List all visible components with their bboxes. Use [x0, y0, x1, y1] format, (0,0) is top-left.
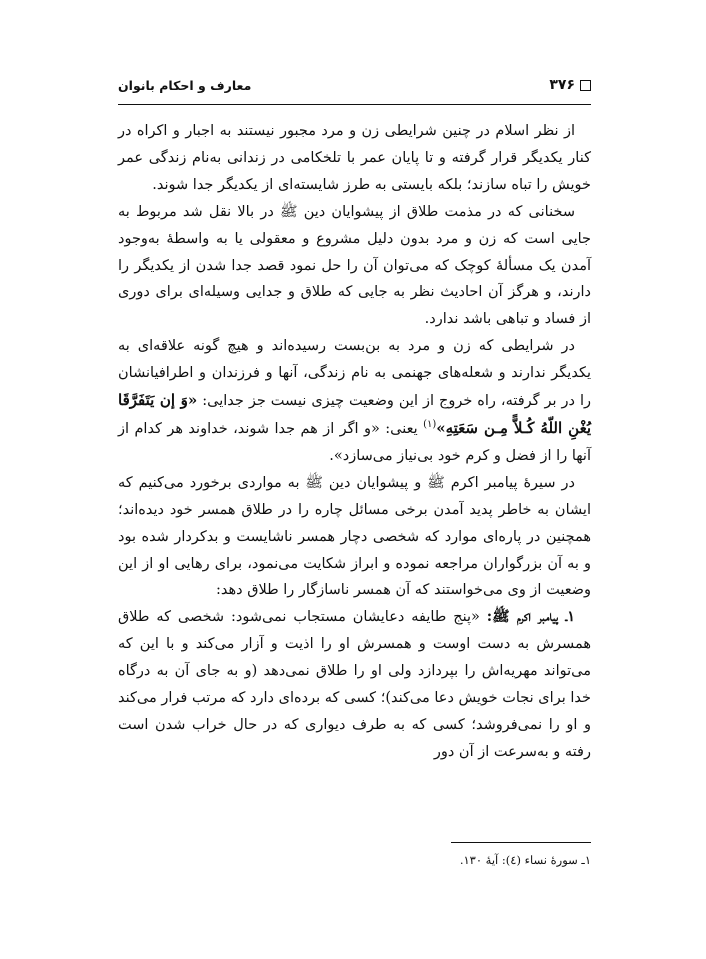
paragraph-4: در سیرهٔ پیامبر اکرم ﷺ و پیشوایان دین ﷺ به مواردی برخورد می‌کنیم که ایشان به خاطر پدید آمدن برخی مسائل چاره را در طلاق همسر خود دیده‌اند؛ همچنین در پاره‌ای موارد که شخصی دچار همسر ناشایست و بدکردار شده بود و به آن بزرگواران مراجعه نموده و ابراز شکایت می‌نمود، برای رهایی او از این وضعیت از وی می‌خواستند که آن همسر ناسازگار را طلاق دهد:: [118, 474, 591, 599]
paragraph-2: سخنانی که در مذمت طلاق از پیشوایان دین ﷺ در بالا نقل شد مربوط به جایی است که زن و مرد بدون دلیل مشروع و معقولی یا به واسطهٔ به‌وجود آمدن یک مسألهٔ کوچک که می‌توان آن را حل نمود قصد جدا شدن از یکدیگر را دارند، و هرگز آن احادیث نظر به جایی که طلاق و جدایی وسیله‌ای برای دوری از فساد و تباهی باشد ندارد.: [118, 203, 591, 328]
page-header: [118, 77, 591, 101]
hadith-label: ۱ـ پیامبر اکرم ﷺ:: [486, 608, 576, 626]
running-title: معارف و احکام بانوان: [118, 78, 252, 93]
footnote-rule: [451, 842, 591, 843]
header-rule: [118, 104, 591, 105]
footnote: ۱ـ سورهٔ نساء (٤): آیهٔ ۱۳۰.: [459, 853, 591, 867]
quran-verse: «وَ إن یَتَفَرَّقَا یُغْنِ اللّهُ کُـلاًّ مِـن سَعَتِهِ»: [118, 391, 592, 437]
square-bullet-icon: [580, 80, 591, 91]
paragraph-3-intro: در شرایطی که زن و مرد به بن‌بست رسیده‌اند و هیچ گونه علاقه‌ای به یکدیگر ندارند و شعله‌های جهنمی به نام زندگی، آنها و فرزندان و اطرافیانشان را در بر گرفته، راه خروج از این وضعیت چیزی نیست جز جدایی:: [118, 338, 592, 410]
body-text: [118, 118, 591, 766]
footnote-reference: (۱): [423, 419, 437, 431]
page-number: ۳۷۶: [549, 77, 575, 93]
paragraph-1: از نظر اسلام در چنین شرایطی زن و مرد مجبور نیستند به اجبار و اکراه در کنار یکدیگر قرار گرفته و تا پایان عمر با تلخکامی در زندانی به‌نام زندگی عمر خویش را تباه سازند؛ بلکه بایستی به طرز شایسته‌ای از یکدیگر جدا شوند.: [118, 123, 591, 193]
paragraph-5: [118, 604, 591, 765]
verse-translation: یعنی: «و اگر از هم جدا شوند، خداوند هر کدام از آنها را از فضل و کرم خود بی‌نیاز می‌سازد».: [118, 420, 591, 464]
page-number-block: [549, 77, 591, 93]
hadith-text: «پنج طایفه دعایشان مستجاب نمی‌شود: شخصی که طلاق همسرش به دست اوست و همسرش او را اذیت و آزار می‌کند و با این که می‌تواند مهریه‌اش را بپردازد ولی او را طلاق نمی‌دهد (و به جای آن به درگاه خدا برای نجات خویش دعا می‌کند)؛ کسی که برده‌ای دارد که مرتب فرار می‌کند و او را نمی‌فروشد؛ کسی که به طرف دیواری که در حال خراب شدن است رفته و به‌سرعت از آن دور: [118, 609, 591, 760]
paragraph-3: [118, 333, 591, 470]
